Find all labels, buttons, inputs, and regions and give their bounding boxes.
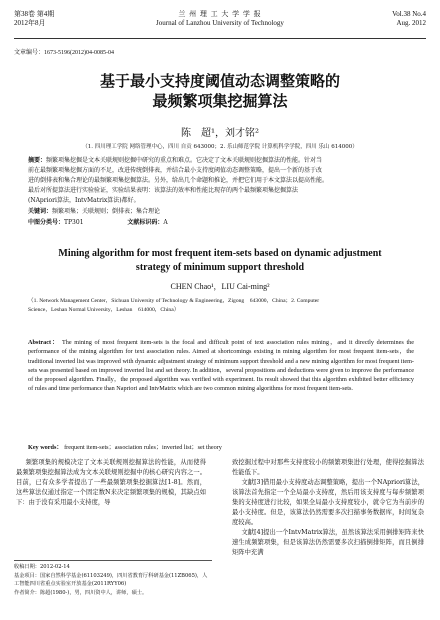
authors-cn: 陈 超¹，刘才铭² xyxy=(180,128,260,139)
article-id: 文章编号：1673-5196(2012)04-0085-04 xyxy=(14,50,114,56)
title-cn-line1: 基于最小支持度阈值动态调整策略的 xyxy=(99,72,340,90)
affiliations-cn: （1. 四川理工学院 网络管理中心，四川 自贡 643000；2. 乐山师范学院 计算机科学学院，四川 乐山 614000） xyxy=(82,144,358,150)
doc-code-value: A xyxy=(163,219,168,226)
title-en-line1: Mining algorithm for most frequent item-sets based on dynamic adjustment xyxy=(58,248,382,259)
abstract-cn xyxy=(28,156,414,206)
abstract-cn-line1: 摘要：频繁项集挖掘是文本关联规则挖掘中研究的重点和难点。它决定了文本关联规则挖掘算法的性能。针对当 xyxy=(28,157,323,164)
journal-header xyxy=(14,10,426,38)
body-column-right xyxy=(232,458,424,558)
header-right xyxy=(392,10,426,28)
abstract-cn-label: 摘要： xyxy=(28,157,47,164)
abstract-cn-line3: 进的倒排表和集合理论的最频繁项集挖掘算法。另外，给出几个命题和推论，并把它们用于本文算法以提高性能。 xyxy=(28,177,329,184)
title-cn-line2: 最频繁项集挖掘算法 xyxy=(152,92,288,110)
abstract-cn-line4: 最后对所提算法进行实验验证，实验结果表明：该算法的效率和性能比现存的两个最频繁项集挖掘算法 xyxy=(28,187,299,194)
abstract-en-text: The mining of most frequent item-sets is the focal and difficult point of text association rules mining，and it directly determines the performance of the mining algorithm for text association rules. Aimed at shortcomings existing in mining algorithm for most frequent item-sets，the traditional inverted list was improved with dynamic adjustment strategy of minimum support threshold and a new mining algorithm for most frequent item-sets was presented based on improved inverted list and set theory. In addition，several propositions and deductions were given to improve the performance of the proposed algorithm. Finally，the proposed algorithm was verified with experiment. Its result showed that this algorithm exhibited better efficiency of rules and time performance than Napriori and IntvMatrix which are two common mining algorithms for most frequent item-sets. xyxy=(28,339,415,393)
body-right-para: 文献[3]借用最小支持度动态调整策略，提出一个NApriori算法，该算法首先指定一个全局最小支持度，然后用该支持度与每步频繁项集的支持度进行比较，如果全局最小支持度较小，就令它为当前步的最小支持度。但是，该算法仍然需要多次扫描事务数据库，时间复杂度较高。 xyxy=(232,479,424,526)
abstract-en-label: Abstract： xyxy=(28,339,60,346)
issue-date-en: Aug. 2012 xyxy=(396,19,426,27)
body-right-para: 致挖掘过程中对那些支持度较小的频繁项集进行处理，使得挖掘算法性能低下。 xyxy=(232,459,424,476)
keywords-en-label: Key words： xyxy=(28,444,63,451)
body-column-left xyxy=(16,458,206,508)
author-bio: 作者简介：陈超(1980-)，男，四川资中人，讲师，硕士。 xyxy=(14,589,148,596)
keywords-cn xyxy=(28,208,160,216)
aff-en-line1: （1. Network Management Center，Sichuan University of Technology & Engineering，Zigong 643000，China；2. Computer xyxy=(28,298,320,304)
issue-date: 2012年8月 xyxy=(14,19,46,27)
keywords-cn-text: 频繁项集；关联规则；倒排表；集合理论 xyxy=(52,208,161,215)
journal-name-en: Journal of Lanzhou University of Technology xyxy=(156,19,284,27)
abstract-cn-line2: 前在最频繁项集挖掘方面的不足，改进传统倒排表，并结合最小支持度阈值动态调整策略，提出一个新的基于改 xyxy=(28,167,323,174)
classification-line xyxy=(28,219,168,227)
authors-en: CHEN Chao¹，LIU Cai-ming² xyxy=(170,282,270,291)
body-left-para: 频繁项集的规模决定了文本关联规则挖掘算法的性能，从而使得最频繁项集挖掘算法成为文本关联规则挖掘中的核心研究内容之一。目前，已有众多学者提出了一些最频繁项集挖掘算法[1-8]。然而，这些算法仅通过指定一个固定数N来决定频繁项集的规模，其缺点如下：由于没有采用最小支持度，导 xyxy=(16,459,206,506)
volume-issue-en: Vol.38 No.4 xyxy=(392,10,426,18)
keywords-en-text: frequent item-sets；association rules；inverted list；set theory xyxy=(64,444,222,451)
abstract-en xyxy=(28,338,414,394)
fund-info: 基金项目：国家自然科学基金(61103249)，四川省教育厅科研基金(11ZB065)，人工智能四川省重点实验室开放基金(2011RYY06) xyxy=(14,572,208,587)
body-right-para: 文献[4]提出一个IntvMatrix算法，虽然该算法采用倒排矩阵来快速生成频繁项集，但是该算法仍然需要多次扫描倒排矩阵，而且倒排矩阵中充满 xyxy=(232,529,424,556)
doc-code-label: 文献标识码： xyxy=(127,219,164,226)
keywords-en xyxy=(28,442,414,451)
clc-value: TP301 xyxy=(64,219,84,226)
volume-issue: 第38卷 第4期 xyxy=(14,10,55,18)
keywords-cn-label: 关键词： xyxy=(28,208,53,215)
clc-label: 中图分类号： xyxy=(28,219,65,226)
header-rule xyxy=(14,38,426,39)
title-en-line2: strategy of minimum support threshold xyxy=(135,262,305,273)
received-date: 收稿日期：2012-02-14 xyxy=(14,564,70,570)
journal-name-cn: 兰 州 理 工 大 学 学 报 xyxy=(178,10,262,18)
footnote xyxy=(14,560,212,597)
aff-en-line2: Science，Leshan Normal University，Leshan 614000，China） xyxy=(28,307,180,313)
abstract-cn-line5: (NApriori算法，IntvMatrix算法)都好。 xyxy=(28,197,140,204)
header-center xyxy=(14,10,426,28)
